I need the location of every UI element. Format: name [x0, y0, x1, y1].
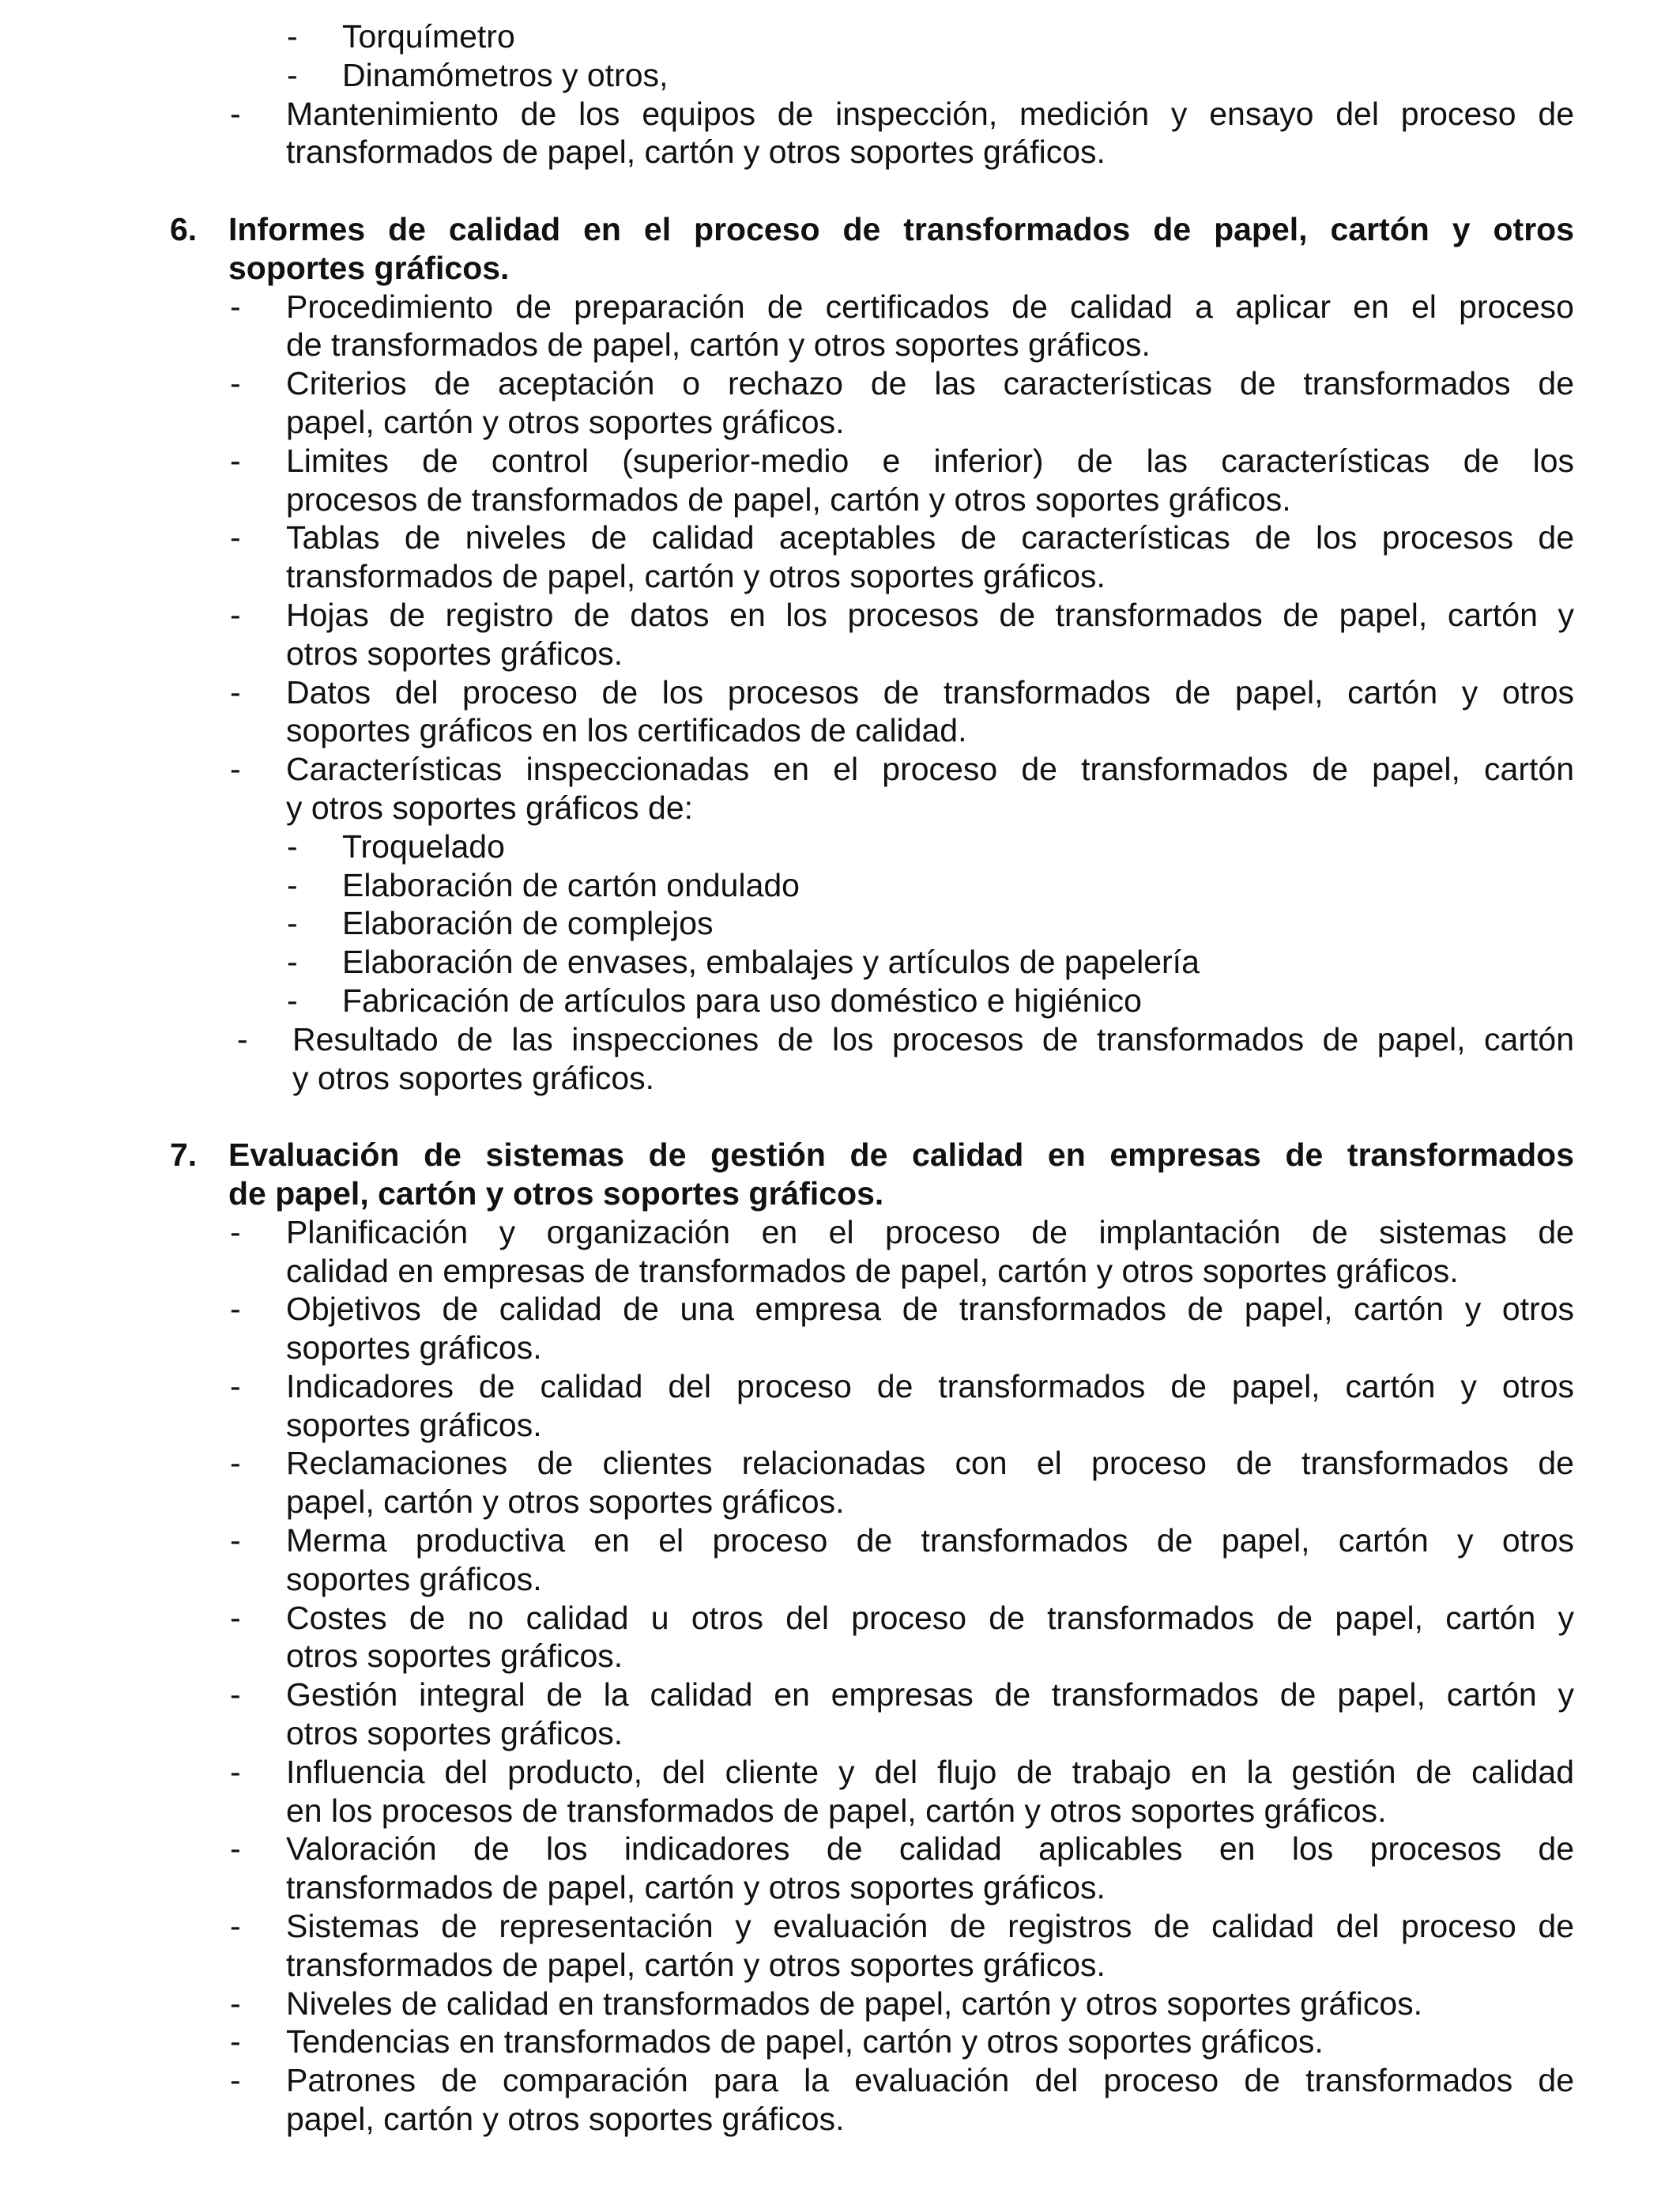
list-item-line — [0, 95, 1680, 134]
list-item-line — [0, 1444, 1680, 1483]
list-item-text: Procedimiento de preparación de certificados de calidad a aplicar en el proceso — [286, 288, 1574, 325]
sub-list-item-text: Troquelado — [342, 827, 505, 865]
sub-list-item — [0, 943, 1680, 982]
list-item-line — [0, 1714, 1680, 1753]
list-item-line — [0, 481, 1680, 519]
list-item-line — [0, 750, 1680, 789]
list-item-text: Indicadores de calidad del proceso de transformados de papel, cartón y otros — [286, 1367, 1574, 1404]
list-item-line — [0, 2061, 1680, 2100]
list-dash: - — [230, 751, 241, 788]
list-item-text: otros soportes gráficos. — [286, 1715, 623, 1752]
list-item-line — [0, 1213, 1680, 1252]
list-item-text: papel, cartón y otros soportes gráficos. — [286, 2101, 845, 2138]
list-item-text: y otros soportes gráficos. — [292, 1059, 655, 1096]
list-item-line — [0, 1830, 1680, 1868]
paragraph-gap — [0, 172, 1680, 210]
list-dash: - — [287, 827, 298, 865]
list-dash: - — [230, 288, 241, 325]
list-item-text: Tablas de niveles de calidad aceptables de características de los procesos de — [286, 519, 1574, 556]
list-dash: - — [287, 866, 298, 903]
list-item-line — [0, 403, 1680, 442]
list-item-text: Objetivos de calidad de una empresa de transformados de papel, cartón y otros — [286, 1291, 1574, 1328]
sub-list-item-text: Dinamómetros y otros, — [342, 56, 669, 93]
list-item-text: transformados de papel, cartón y otros soportes gráficos. — [286, 134, 1106, 171]
list-item-line — [0, 1329, 1680, 1367]
list-item-line — [0, 711, 1680, 750]
sub-list-item — [0, 904, 1680, 943]
list-item-text: Costes de no calidad u otros del proceso de transformados de papel, cartón y — [286, 1599, 1574, 1636]
list-item-text: Limites de control (superior-medio e inferior) de las características de los — [286, 442, 1574, 479]
list-dash: - — [287, 982, 298, 1019]
list-dash: - — [237, 1020, 248, 1057]
list-item-line — [0, 364, 1680, 403]
list-dash: - — [230, 1522, 241, 1559]
list-item-line — [0, 1676, 1680, 1714]
list-item-line — [0, 1290, 1680, 1329]
list-item-line — [0, 288, 1680, 326]
list-dash: - — [230, 1599, 241, 1636]
sub-list-item — [0, 827, 1680, 866]
list-item-text: Planificación y organización en el proceso de implantación de sistemas de — [286, 1213, 1574, 1250]
list-item-line — [0, 1637, 1680, 1676]
section-heading-line — [0, 1136, 1680, 1174]
list-dash: - — [287, 905, 298, 942]
sub-list-item — [0, 866, 1680, 905]
list-item-text: soportes gráficos. — [286, 1329, 542, 1367]
list-item-text: soportes gráficos. — [286, 1406, 542, 1443]
list-dash: - — [230, 1985, 241, 2022]
list-dash: - — [230, 673, 241, 711]
list-dash: - — [230, 1676, 241, 1713]
list-dash: - — [230, 365, 241, 402]
sub-list-item-text: Elaboración de envases, embalajes y artículos de papelería — [342, 944, 1200, 981]
list-item-line — [0, 673, 1680, 712]
list-item-text: Merma productiva en el proceso de transformados de papel, cartón y otros — [286, 1522, 1574, 1559]
list-item-text: Reclamaciones de clientes relacionadas con el proceso de transformados de — [286, 1445, 1574, 1482]
list-item-line — [0, 1753, 1680, 1792]
list-dash: - — [230, 1753, 241, 1790]
list-item-text: papel, cartón y otros soportes gráficos. — [286, 403, 845, 440]
list-item-text: Características inspeccionadas en el proceso de transformados de papel, cartón — [286, 751, 1574, 788]
list-item-line — [0, 133, 1680, 172]
list-item-line — [0, 1406, 1680, 1445]
list-item-text: Valoración de los indicadores de calidad aplicables en los procesos de — [286, 1830, 1574, 1868]
section-title: Informes de calidad en el proceso de transformados de papel, cartón y otros — [228, 210, 1574, 247]
list-dash: - — [230, 1367, 241, 1404]
sub-list-item-text: Elaboración de cartón ondulado — [342, 866, 800, 903]
list-item-text: otros soportes gráficos. — [286, 635, 623, 672]
list-dash: - — [287, 56, 298, 93]
list-dash: - — [287, 944, 298, 981]
list-item-text: procesos de transformados de papel, cartón y otros soportes gráficos. — [286, 481, 1291, 518]
list-dash: - — [230, 1291, 241, 1328]
list-item-line — [0, 557, 1680, 596]
list-item-line — [0, 1792, 1680, 1830]
list-item-line — [0, 2100, 1680, 2139]
list-item-text: y otros soportes gráficos de: — [286, 789, 694, 826]
list-item-line — [0, 1985, 1680, 2023]
list-dash: - — [230, 519, 241, 556]
list-item-text: de transformados de papel, cartón y otros soportes gráficos. — [286, 326, 1151, 364]
list-item-text: transformados de papel, cartón y otros soportes gráficos. — [286, 1946, 1106, 1983]
list-dash: - — [230, 1213, 241, 1250]
list-item-line — [0, 1020, 1680, 1059]
list-item-line — [0, 1907, 1680, 1946]
list-item-text: Criterios de aceptación o rechazo de las características de transformados de — [286, 365, 1574, 402]
list-item-line — [0, 789, 1680, 827]
list-item-line — [0, 326, 1680, 364]
list-dash: - — [230, 1908, 241, 1945]
list-dash: - — [230, 442, 241, 479]
list-item-line — [0, 1483, 1680, 1521]
list-dash: - — [287, 18, 298, 55]
section-title: Evaluación de sistemas de gestión de calidad en empresas de transformados — [228, 1137, 1574, 1174]
list-item-text: transformados de papel, cartón y otros soportes gráficos. — [286, 1869, 1106, 1906]
document-body — [0, 17, 1680, 2139]
list-dash: - — [230, 596, 241, 633]
section-heading-line — [0, 210, 1680, 249]
list-dash: - — [230, 2023, 241, 2060]
sub-list-item-text: Torquímetro — [342, 18, 515, 55]
list-item-text: Hojas de registro de datos en los procesos de transformados de papel, cartón y — [286, 596, 1574, 633]
list-item-text: soportes gráficos en los certificados de calidad. — [286, 712, 967, 749]
list-item-text: Niveles de calidad en transformados de papel, cartón y otros soportes gráficos. — [286, 1985, 1423, 2022]
section-title: soportes gráficos. — [228, 249, 510, 286]
list-item-line — [0, 596, 1680, 635]
list-item-line — [0, 1946, 1680, 1985]
sub-list-item — [0, 56, 1680, 95]
list-item-text: Resultado de las inspecciones de los procesos de transformados de papel, cartón — [292, 1020, 1574, 1057]
list-item-text: Sistemas de representación y evaluación de registros de calidad del proceso de — [286, 1908, 1574, 1945]
list-item-line — [0, 635, 1680, 673]
list-item-line — [0, 2022, 1680, 2061]
list-item-text: Patrones de comparación para la evaluación del proceso de transformados de — [286, 2062, 1574, 2099]
list-item-text: en los procesos de transformados de papel, cartón y otros soportes gráficos. — [286, 1792, 1387, 1829]
list-dash: - — [230, 1830, 241, 1868]
list-item-text: Datos del proceso de los procesos de transformados de papel, cartón y otros — [286, 673, 1574, 711]
sub-list-item — [0, 982, 1680, 1020]
list-item-line — [0, 1560, 1680, 1599]
paragraph-gap — [0, 1097, 1680, 1136]
list-item-text: Influencia del producto, del cliente y del flujo de trabajo en la gestión de calidad — [286, 1753, 1574, 1790]
list-item-line — [0, 518, 1680, 557]
list-item-text: Tendencias en transformados de papel, cartón y otros soportes gráficos. — [286, 2023, 1324, 2060]
list-dash: - — [230, 1445, 241, 1482]
list-item-line — [0, 1599, 1680, 1638]
list-item-text: otros soportes gráficos. — [286, 1638, 623, 1675]
list-item-line — [0, 442, 1680, 481]
list-item-text: papel, cartón y otros soportes gráficos. — [286, 1483, 845, 1521]
section-heading-line — [0, 249, 1680, 288]
list-item-line — [0, 1252, 1680, 1291]
section-title: de papel, cartón y otros soportes gráficos. — [228, 1174, 884, 1212]
list-item-line — [0, 1367, 1680, 1406]
list-item-line — [0, 1059, 1680, 1098]
list-item-line — [0, 1868, 1680, 1907]
section-heading-line — [0, 1174, 1680, 1213]
list-item-line — [0, 1521, 1680, 1560]
list-item-text: Gestión integral de la calidad en empresas de transformados de papel, cartón y — [286, 1676, 1574, 1713]
sub-list-item-text: Fabricación de artículos para uso doméstico e higiénico — [342, 982, 1142, 1019]
list-dash: - — [230, 95, 241, 132]
list-dash: - — [230, 2062, 241, 2099]
sub-list-item — [0, 17, 1680, 56]
section-number: 7. — [170, 1137, 198, 1174]
sub-list-item-text: Elaboración de complejos — [342, 905, 714, 942]
section-number: 6. — [170, 210, 198, 247]
list-item-text: transformados de papel, cartón y otros soportes gráficos. — [286, 558, 1106, 595]
list-item-text: soportes gráficos. — [286, 1560, 542, 1597]
list-item-text: Mantenimiento de los equipos de inspección, medición y ensayo del proceso de — [286, 95, 1574, 132]
list-item-text: calidad en empresas de transformados de papel, cartón y otros soportes gráficos. — [286, 1252, 1459, 1289]
